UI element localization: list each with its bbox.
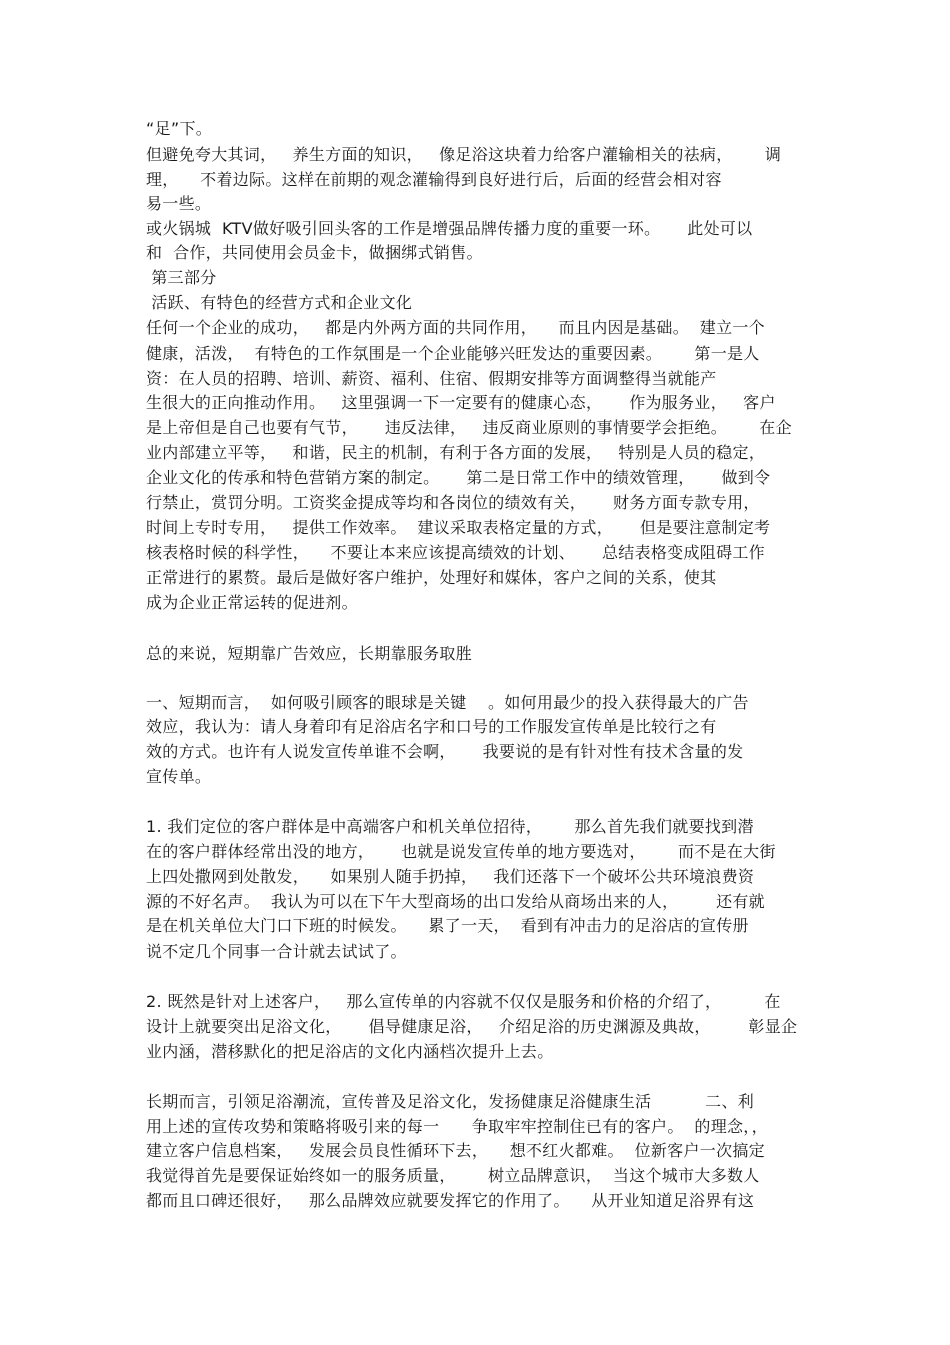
text-line: 长期而言，引领足浴潮流，宣传普及足浴文化，发扬健康足浴健康生活 二、利 — [146, 1092, 755, 1111]
summary-line: 总的来说，短期靠广告效应，长期靠服务取胜 — [146, 644, 473, 663]
section-heading: 第三部分 — [146, 268, 217, 287]
text-line: 都而且口碑还很好， 那么品牌效应就要发挥它的作用了。 从开业知道足浴界有这 — [146, 1191, 755, 1210]
text-line: 是上帝但是自己也要有气节， 违反法律， 违反商业原则的事情要学会拒绝。 在企 — [146, 418, 792, 437]
text-line: 在的客户群体经常出没的地方， 也就是说发宣传单的地方要选对， 而不是在大街 — [146, 842, 776, 861]
text-line: 正常进行的累赘。最后是做好客户维护，处理好和媒体，客户之间的关系，使其 — [146, 568, 717, 587]
text-line: 2. 既然是针对上述客户， 那么宣传单的内容就不仅仅是服务和价格的介绍了， 在 — [146, 992, 781, 1011]
text-line: 建立客户信息档案， 发展会员良性循环下去， 想不红火都难。 位新客户一次搞定 — [146, 1141, 765, 1160]
text-line: 用上述的宣传攻势和策略将吸引来的每一 争取牢牢控制住已有的客户。 的理念，， — [146, 1117, 768, 1136]
text-line: 是在机关单位大门口下班的时候发。 累了一天， 看到有冲击力的足浴店的宣传册 — [146, 916, 749, 935]
text-line: 和 合作，共同使用会员金卡，做捆绑式销售。 — [146, 243, 483, 262]
text-line: 但避免夸大其词， 养生方面的知识， 像足浴这块着力给客户灌输相关的祛病， 调 — [146, 145, 782, 164]
text-line: 设计上就要突出足浴文化， 倡导健康足浴， 介绍足浴的历史渊源及典故， 彰显企 — [146, 1017, 798, 1036]
text-line: 业内涵，潜移默化的把足浴店的文化内涵档次提升上去。 — [146, 1042, 554, 1061]
text-line: 资：在人员的招聘、培训、薪资、福利、住宿、假期安排等方面调整得当就能产 — [146, 369, 717, 388]
text-line: 或火锅城 KTV做好吸引回头客的工作是增强品牌传播力度的重要一环。 此处可以 — [146, 219, 753, 238]
text-line: 理， 不着边际。这样在前期的观念灌输得到良好进行后，后面的经营会相对容 — [146, 170, 722, 189]
text-line: 我觉得首先是要保证始终如一的服务质量， 树立品牌意识， 当这个城市大多数人 — [146, 1166, 760, 1185]
text-line: 核表格时候的科学性， 不要让本来应该提高绩效的计划、 总结表格变成阻碍工作 — [146, 543, 765, 562]
text-line: 成为企业正常运转的促进剂。 — [146, 593, 358, 612]
text-line: 说不定几个同事一合计就去试试了。 — [146, 942, 407, 961]
text-line: 时间上专时专用， 提供工作效率。 建议采取表格定量的方式， 但是要注意制定考 — [146, 518, 771, 537]
text-line: 企业文化的传承和特色营销方案的制定。 第二是日常工作中的绩效管理， 做到令 — [146, 468, 771, 487]
text-line: 任何一个企业的成功， 都是内外两方面的共同作用， 而且内因是基础。 建立一个 — [146, 318, 765, 337]
text-line: 健康，活泼， 有特色的工作氛围是一个企业能够兴旺发达的重要因素。 第一是人 — [146, 344, 760, 363]
text-line: 宣传单。 — [146, 767, 212, 786]
text-line: 效应，我认为：请人身着印有足浴店名字和口号的工作服发宣传单是比较行之有 — [146, 717, 717, 736]
text-line: 业内部建立平等， 和谐，民主的机制，有利于各方面的发展， 特别是人员的稳定， — [146, 443, 766, 462]
text-line: 易一些。 — [146, 194, 212, 213]
text-line: 效的方式。也许有人说发宣传单谁不会啊， 我要说的是有针对性有技术含量的发 — [146, 742, 744, 761]
section-heading: 活跃、有特色的经营方式和企业文化 — [146, 293, 413, 312]
text-line: 上四处撒网到处散发， 如果别人随手扔掉， 我们还落下一个破坏公共环境浪费资 — [146, 867, 755, 886]
text-line: 源的不好名声。 我认为可以在下午大型商场的出口发给从商场出来的人， 还有就 — [146, 892, 765, 911]
text-line: 一、短期而言， 如何吸引顾客的眼球是关键 。如何用最少的投入获得最大的广告 — [146, 693, 749, 712]
text-line: 行禁止，赏罚分明。工资奖金提成等均和各岗位的绩效有关， 财务方面专款专用， — [146, 493, 760, 512]
text-line: “足”下。 — [146, 119, 213, 138]
text-line: 1. 我们定位的客户群体是中高端客户和机关单位招待， 那么首先我们就要找到潜 — [146, 817, 754, 836]
text-line: 生很大的正向推动作用。 这里强调一下一定要有的健康心态， 作为服务业， 客户 — [146, 393, 776, 412]
